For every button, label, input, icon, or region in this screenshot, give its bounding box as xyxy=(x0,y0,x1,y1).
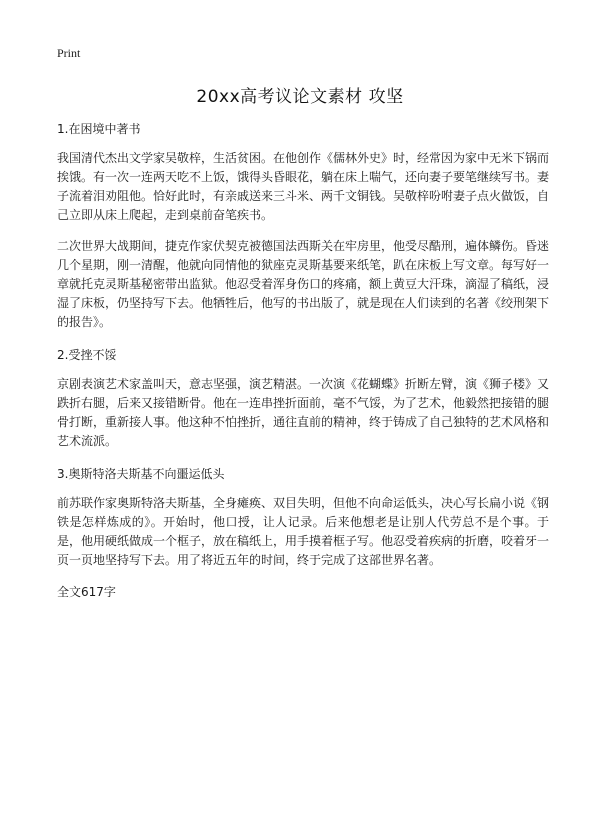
section-heading: 1.在困境中著书 xyxy=(57,122,141,136)
section-heading: 2.受挫不馁 xyxy=(57,348,117,362)
article-body xyxy=(57,119,549,602)
paragraph: 二次世界大战期间，捷克作家伏契克被德国法西斯关在牢房里，他受尽酷刑，遍体鳞伤。昏迷几个星期，刚一清醒，他就向同情他的狱座克灵斯基要来纸笔，趴在床板上写文章。每写好一章就托克灵斯基秘密带出监狱。他忍受着浑身伤口的疼痛，额上黄豆大汗珠，滴湿了稿纸，浸湿了床板，仍坚持写下去。他牺牲后，他写的书出版了，就是现在人们读到的名著《绞刑架下的报告》。 xyxy=(57,239,550,329)
paragraph: 前苏联作家奥斯特洛夫斯基，全身瘫痪、双目失明，但他不向命运低头，决心写长扁小说《钢铁是怎样炼成的》。开始时，他口授，让人记录。后来他想老是让别人代劳总不是个事。于是，他用硬纸做成一个框子，放在稿纸上，用手摸着框子写。他忍受着疾病的折磨，咬着牙一页一页地坚持写下去。用了将近五年的时间，终于完成了这部世界名著。 xyxy=(57,496,550,567)
word-count: 全文617字 xyxy=(57,585,116,599)
print-link[interactable]: Print xyxy=(57,46,81,60)
page-title: 20xx高考议论文素材 攻坚 xyxy=(196,87,404,107)
paragraph: 京剧表演艺术家盖叫天，意志坚强，演艺精湛。一次演《花蝴蝶》折断左臂，演《狮子楼》又跌折右腿，后来又接错断骨。他在一连串挫折面前，毫不气馁，为了艺术，他毅然把接错的腿骨打断，重新接人事。他这种不怕挫折，通往直前的精神，终于铸成了自己独特的艺术风格和艺术流派。 xyxy=(57,377,550,448)
section-heading: 3.奥斯特洛夫斯基不向噩运低头 xyxy=(57,467,225,481)
paragraph: 我国清代杰出文学家吴敬梓，生活贫困。在他创作《儒林外史》时，经常因为家中无米下锅而挨饿。有一次一连两天吃不上饭，饿得头昏眼花，躺在床上喘气，还向妻子要笔继续写书。妻子流着泪劝阻他。恰好此时，有亲戚送来三斗米、两千文铜钱。吴敬梓吩咐妻子点火做饭，自己立即从床上爬起，走到桌前奋笔疾书。 xyxy=(57,151,550,222)
